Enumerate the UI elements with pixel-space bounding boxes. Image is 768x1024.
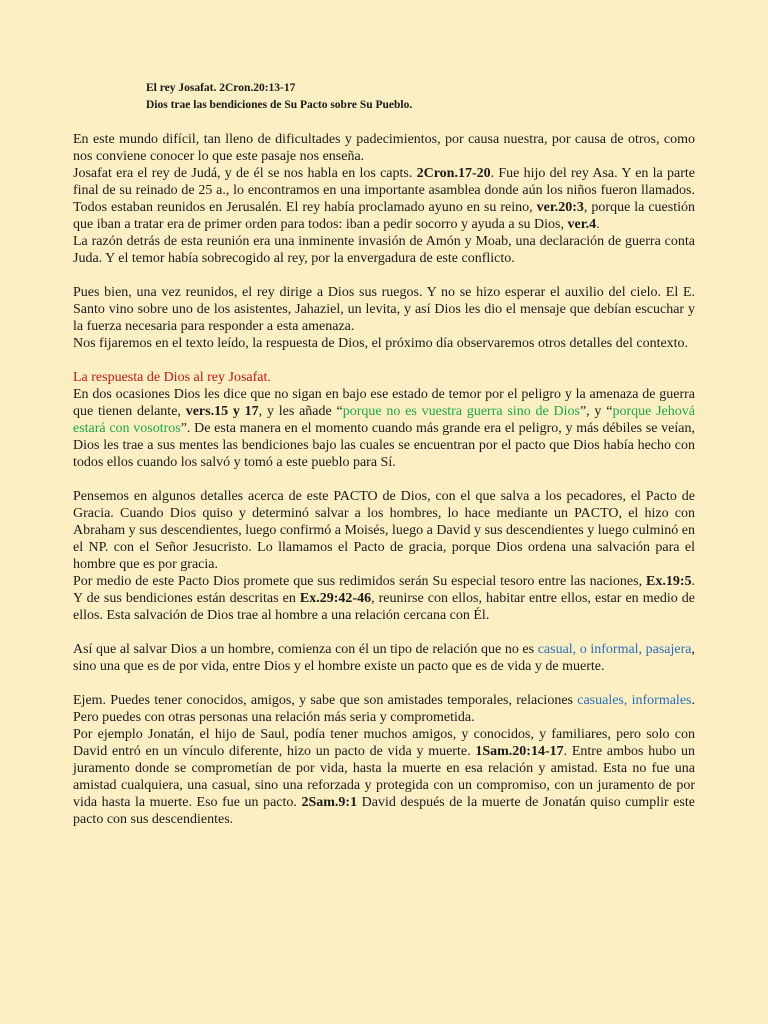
paragraph-ejemplo [73, 692, 695, 726]
bible-reference: vers.15 y 17 [185, 404, 259, 419]
bible-reference: 1Sam.20:14-17 [475, 744, 564, 759]
section-title: La respuesta de Dios al rey Josafat. [73, 370, 271, 385]
text: Por medio de este Pacto Dios promete que sus redimidos serán Su especial tesoro entre las naciones, [73, 574, 646, 589]
paragraph-gap [73, 675, 695, 692]
text: , porque la cuestión que iban a tratar era de primer orden para todos: iban a pedir socorro y ayuda a su Dios, [73, 200, 695, 232]
text: Pensemos en algunos detalles acerca de este PACTO de Dios, con el que salva a los pecadores, el Pacto de Gracia. Cuando Dios quiso y determinó salvar a los hombres, lo hace mediante un PACTO, el hizo con Abraham y sus descendientes, luego confirmó a Moisés, luego a David y sus descendientes y luego culminó en el NP. con el Señor Jesucristo. Lo llamamos el Pacto de gracia, porque Dios ordena una salvación para el hombre que es por gracia. [73, 489, 695, 572]
text: Ejem. Puedes tener conocidos, amigos, y sabe que son amistades temporales, relaciones [73, 693, 578, 708]
text: . Entre ambos hubo un juramento donde se comprometían de por vida, hasta la muerte en esa relación y amistad. Esta no fue una amistad cualquiera, una casual, sino una reforzada y protegida con un compromiso, con un juramento de por vida hasta la muerte. Eso fue un pacto. [73, 744, 695, 810]
text: Por ejemplo Jonatán, el hijo de Saul, podía tener muchos amigos, y conocidos, y familiares, pero solo con David entró en un vínculo diferente, hizo un pacto de vida y muerte. [73, 727, 695, 759]
paragraph-jonatan [73, 726, 695, 828]
paragraph-gap [73, 471, 695, 488]
text: Pues bien, una vez reunidos, el rey dirige a Dios sus ruegos. Y no se hizo esperar el auxilio del cielo. El E. Santo vino sobre uno de los asistentes, Jahaziel, un levita, y así Dios les dio el mensaje que debían escuchar y la fuerza necesaria para responder a esta amenaza. [73, 285, 695, 334]
text: . Pero puedes con otras personas una relación más seria y comprometida. [73, 693, 695, 725]
bible-reference: Ex.29:42-46 [299, 591, 372, 606]
quote-highlight: porque Jehová estará con vosotros [73, 404, 695, 436]
text: ”. De esta manera en el momento cuando más grande era el peligro, y más débiles se veían, Dios les trae a sus mentes las bendiciones bajo las cuales se encuentran por el pacto que Dios había hecho con todos ellos cuando los salvó y tomó a este pueblo para Sí. [73, 421, 695, 470]
text: En este mundo difícil, tan lleno de dificultades y padecimientos, por causa nuestra, por causa de otros, como nos conviene conocer lo que este pasaje nos enseña. [73, 132, 695, 164]
bible-reference: 2Sam.9:1 [301, 795, 358, 810]
text: La razón detrás de esta reunión era una inminente invasión de Amón y Moab, una declaración de guerra conta Juda. Y el temor había sobrecogido al rey, por la envergadura de este conflicto. [73, 234, 695, 266]
paragraph-intro [73, 131, 695, 165]
header-subtitle: Dios trae las bendiciones de Su Pacto sobre Su Pueblo. [146, 99, 413, 111]
paragraph-reunidos [73, 284, 695, 335]
text: ”, y “ [579, 404, 613, 419]
blue-highlight: casuales, informales [577, 693, 692, 708]
text: Josafat era el rey de Judá, y de él se nos habla en los capts. [73, 166, 417, 181]
text: En dos ocasiones Dios les dice que no sigan en bajo ese estado de temor por el peligro y la amenaza de guerra que tienen delante, [73, 387, 695, 419]
text: Así que al salvar Dios a un hombre, comienza con él un tipo de relación que no es [73, 642, 538, 657]
quote-highlight: porque no es vuestra guerra sino de Dios [342, 404, 580, 419]
paragraph-texto-leido [73, 335, 695, 352]
text: . Fue hijo del rey Asa. Y en la parte final de su reinado de 25 a., lo encontramos en una importante asamblea donde aún los niños fueron llamados. Todos estaban reunidos en Jerusalén. El rey había proclamado ayuno en su reino, [73, 166, 695, 215]
document-header [146, 80, 412, 114]
bible-reference: Ex.19:5 [646, 574, 692, 589]
paragraph-promesa [73, 573, 695, 624]
text: , reunirse con ellos, habitar entre ellos, estar en medio de ellos. Esta salvación de Dios trae al hombre a una relación cercana con Él. [73, 591, 695, 623]
text: , y les añade “ [258, 404, 343, 419]
bible-reference: ver.20:3 [536, 200, 584, 215]
paragraph-pacto [73, 488, 695, 573]
paragraph-gap [73, 267, 695, 284]
document-body [73, 131, 695, 828]
blue-highlight: casual, o informal, pasajera [537, 642, 692, 657]
bible-reference: ver.4 [567, 217, 597, 232]
text: . Y de sus bendiciones están descritas en [73, 574, 695, 606]
paragraph-respuesta [73, 386, 695, 471]
text: . [596, 217, 600, 232]
paragraph-gap [73, 352, 695, 369]
bible-reference: 2Cron.17-20 [416, 166, 491, 181]
paragraph-relacion [73, 641, 695, 675]
header-title: El rey Josafat. 2Cron.20:13-17 [146, 82, 296, 94]
text: Nos fijaremos en el texto leído, la respuesta de Dios, el próximo día observaremos otros detalles del contexto. [73, 336, 689, 351]
paragraph-gap [73, 624, 695, 641]
paragraph-razon [73, 233, 695, 267]
text: David después de la muerte de Jonatán quiso cumplir este pacto con sus descendientes. [73, 795, 695, 827]
text: , sino una que es de por vida, entre Dios y el hombre existe un pacto que es de vida y de muerte. [73, 642, 696, 674]
paragraph-josafat [73, 165, 695, 233]
